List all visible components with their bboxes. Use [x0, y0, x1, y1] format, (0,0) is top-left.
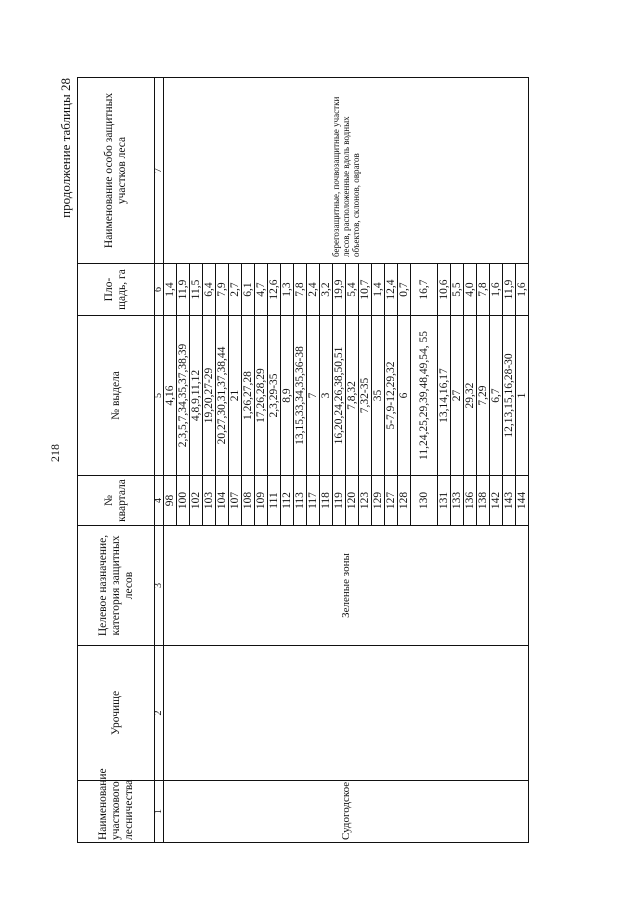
area-cell: 0,7 [398, 264, 411, 316]
area-cell: 5,5 [451, 264, 464, 316]
area-cell: 1,4 [372, 264, 385, 316]
quarter-cell: 103 [203, 476, 216, 526]
column-number: 3 [155, 526, 164, 646]
header-district: Наименование участкового лесничества [78, 781, 155, 843]
area-cell: 7,8 [477, 264, 490, 316]
area-cell: 6,1 [242, 264, 255, 316]
plots-cell: 13,14,16,17 [438, 316, 451, 476]
plots-cell: 3 [320, 316, 333, 476]
area-cell: 3,2 [320, 264, 333, 316]
area-cell: 1,4 [164, 264, 177, 316]
quarter-cell: 102 [190, 476, 203, 526]
area-cell: 2,4 [307, 264, 320, 316]
plots-cell: 1,26,27,28 [242, 316, 255, 476]
rotated-table-container [58, 78, 545, 843]
area-cell: 6,4 [203, 264, 216, 316]
plots-cell: 2,3,29-35 [268, 316, 281, 476]
plots-cell: 16,20,24,26,38,50,51 [333, 316, 346, 476]
area-cell: 4,0 [464, 264, 477, 316]
plots-cell: 27 [451, 316, 464, 476]
quarter-cell: 128 [398, 476, 411, 526]
area-cell: 4,7 [255, 264, 268, 316]
column-number: 1 [155, 781, 164, 843]
quarter-cell: 142 [490, 476, 503, 526]
quarter-cell: 130 [411, 476, 438, 526]
plots-cell: 13,15,33,34,35,36-38 [294, 316, 307, 476]
quarter-cell: 138 [477, 476, 490, 526]
header-quarter: № квартала [78, 476, 155, 526]
quarter-cell: 143 [503, 476, 516, 526]
column-number: 5 [155, 316, 164, 476]
plots-cell: 7 [307, 316, 320, 476]
plots-cell: 11,24,25,29,39,48,49,54, 55 [411, 316, 438, 476]
quarter-cell: 144 [516, 476, 529, 526]
plots-cell: 7,8,32 [346, 316, 359, 476]
quarter-cell: 118 [320, 476, 333, 526]
area-cell: 2,7 [229, 264, 242, 316]
plots-cell: 5-7,9-12,29,32 [385, 316, 398, 476]
area-cell: 11,9 [503, 264, 516, 316]
quarter-cell: 129 [372, 476, 385, 526]
quarter-cell: 131 [438, 476, 451, 526]
area-cell: 16,7 [411, 264, 438, 316]
table-caption: продолжение таблицы 28 [58, 78, 73, 218]
protective-areas-cell: берегозащитные, почвозащитные участки лесов, расположенные вдоль водных объектов, склонов, оврагов [164, 78, 529, 264]
column-number: 2 [155, 646, 164, 781]
forest-table [77, 77, 529, 843]
quarter-cell: 123 [359, 476, 372, 526]
header-area: Пло-щадь, га [78, 264, 155, 316]
header-purpose: Целевое назначение, категория защитных лесов [78, 526, 155, 646]
quarter-cell: 111 [268, 476, 281, 526]
plots-cell: 4,16 [164, 316, 177, 476]
plots-cell: 7,32-35 [359, 316, 372, 476]
quarter-cell: 109 [255, 476, 268, 526]
plots-cell: 4,8,9,11,12 [190, 316, 203, 476]
table-row [164, 78, 177, 843]
area-cell: 12,6 [268, 264, 281, 316]
area-cell: 11,9 [177, 264, 190, 316]
area-cell: 1,6 [490, 264, 503, 316]
header-row [78, 78, 155, 843]
quarter-cell: 120 [346, 476, 359, 526]
column-number: 4 [155, 476, 164, 526]
plots-cell: 21 [229, 316, 242, 476]
plots-cell: 29,32 [464, 316, 477, 476]
district-cell: Судогодское [164, 781, 529, 843]
area-cell: 1,3 [281, 264, 294, 316]
quarter-cell: 119 [333, 476, 346, 526]
quarter-cell: 117 [307, 476, 320, 526]
quarter-cell: 113 [294, 476, 307, 526]
area-cell: 10,7 [359, 264, 372, 316]
plots-cell: 6 [398, 316, 411, 476]
quarter-cell: 104 [216, 476, 229, 526]
area-cell: 7,8 [294, 264, 307, 316]
quarter-cell: 98 [164, 476, 177, 526]
quarter-cell: 133 [451, 476, 464, 526]
area-cell: 10,6 [438, 264, 451, 316]
page-number: 218 [48, 444, 62, 462]
header-protective: Наименование особо защитных участков леса [78, 78, 155, 264]
plots-cell: 20,27,30,31,37,38,44 [216, 316, 229, 476]
header-tract: Урочище [78, 646, 155, 781]
plots-cell: 12,13,15,16,28-30 [503, 316, 516, 476]
plots-cell: 7,29 [477, 316, 490, 476]
plots-cell: 19,20,27-29 [203, 316, 216, 476]
quarter-cell: 107 [229, 476, 242, 526]
area-cell: 19,9 [333, 264, 346, 316]
area-cell: 11,5 [190, 264, 203, 316]
plots-cell: 1 [516, 316, 529, 476]
tract-cell [164, 646, 529, 781]
quarter-cell: 112 [281, 476, 294, 526]
column-number: 7 [155, 78, 164, 264]
header-plots: № выдела [78, 316, 155, 476]
area-cell: 1,6 [516, 264, 529, 316]
area-cell: 5,4 [346, 264, 359, 316]
area-cell: 12,4 [385, 264, 398, 316]
purpose-cell: Зеленые зоны [164, 526, 529, 646]
quarter-cell: 136 [464, 476, 477, 526]
quarter-cell: 127 [385, 476, 398, 526]
quarter-cell: 100 [177, 476, 190, 526]
table-body [164, 78, 529, 843]
plots-cell: 35 [372, 316, 385, 476]
plots-cell: 17,26,28,29 [255, 316, 268, 476]
plots-cell: 8,9 [281, 316, 294, 476]
quarter-cell: 108 [242, 476, 255, 526]
area-cell: 7,9 [216, 264, 229, 316]
plots-cell: 2,3,5,7,34,35,37,38,39 [177, 316, 190, 476]
column-number: 6 [155, 264, 164, 316]
plots-cell: 6,7 [490, 316, 503, 476]
column-number-row [155, 78, 164, 843]
